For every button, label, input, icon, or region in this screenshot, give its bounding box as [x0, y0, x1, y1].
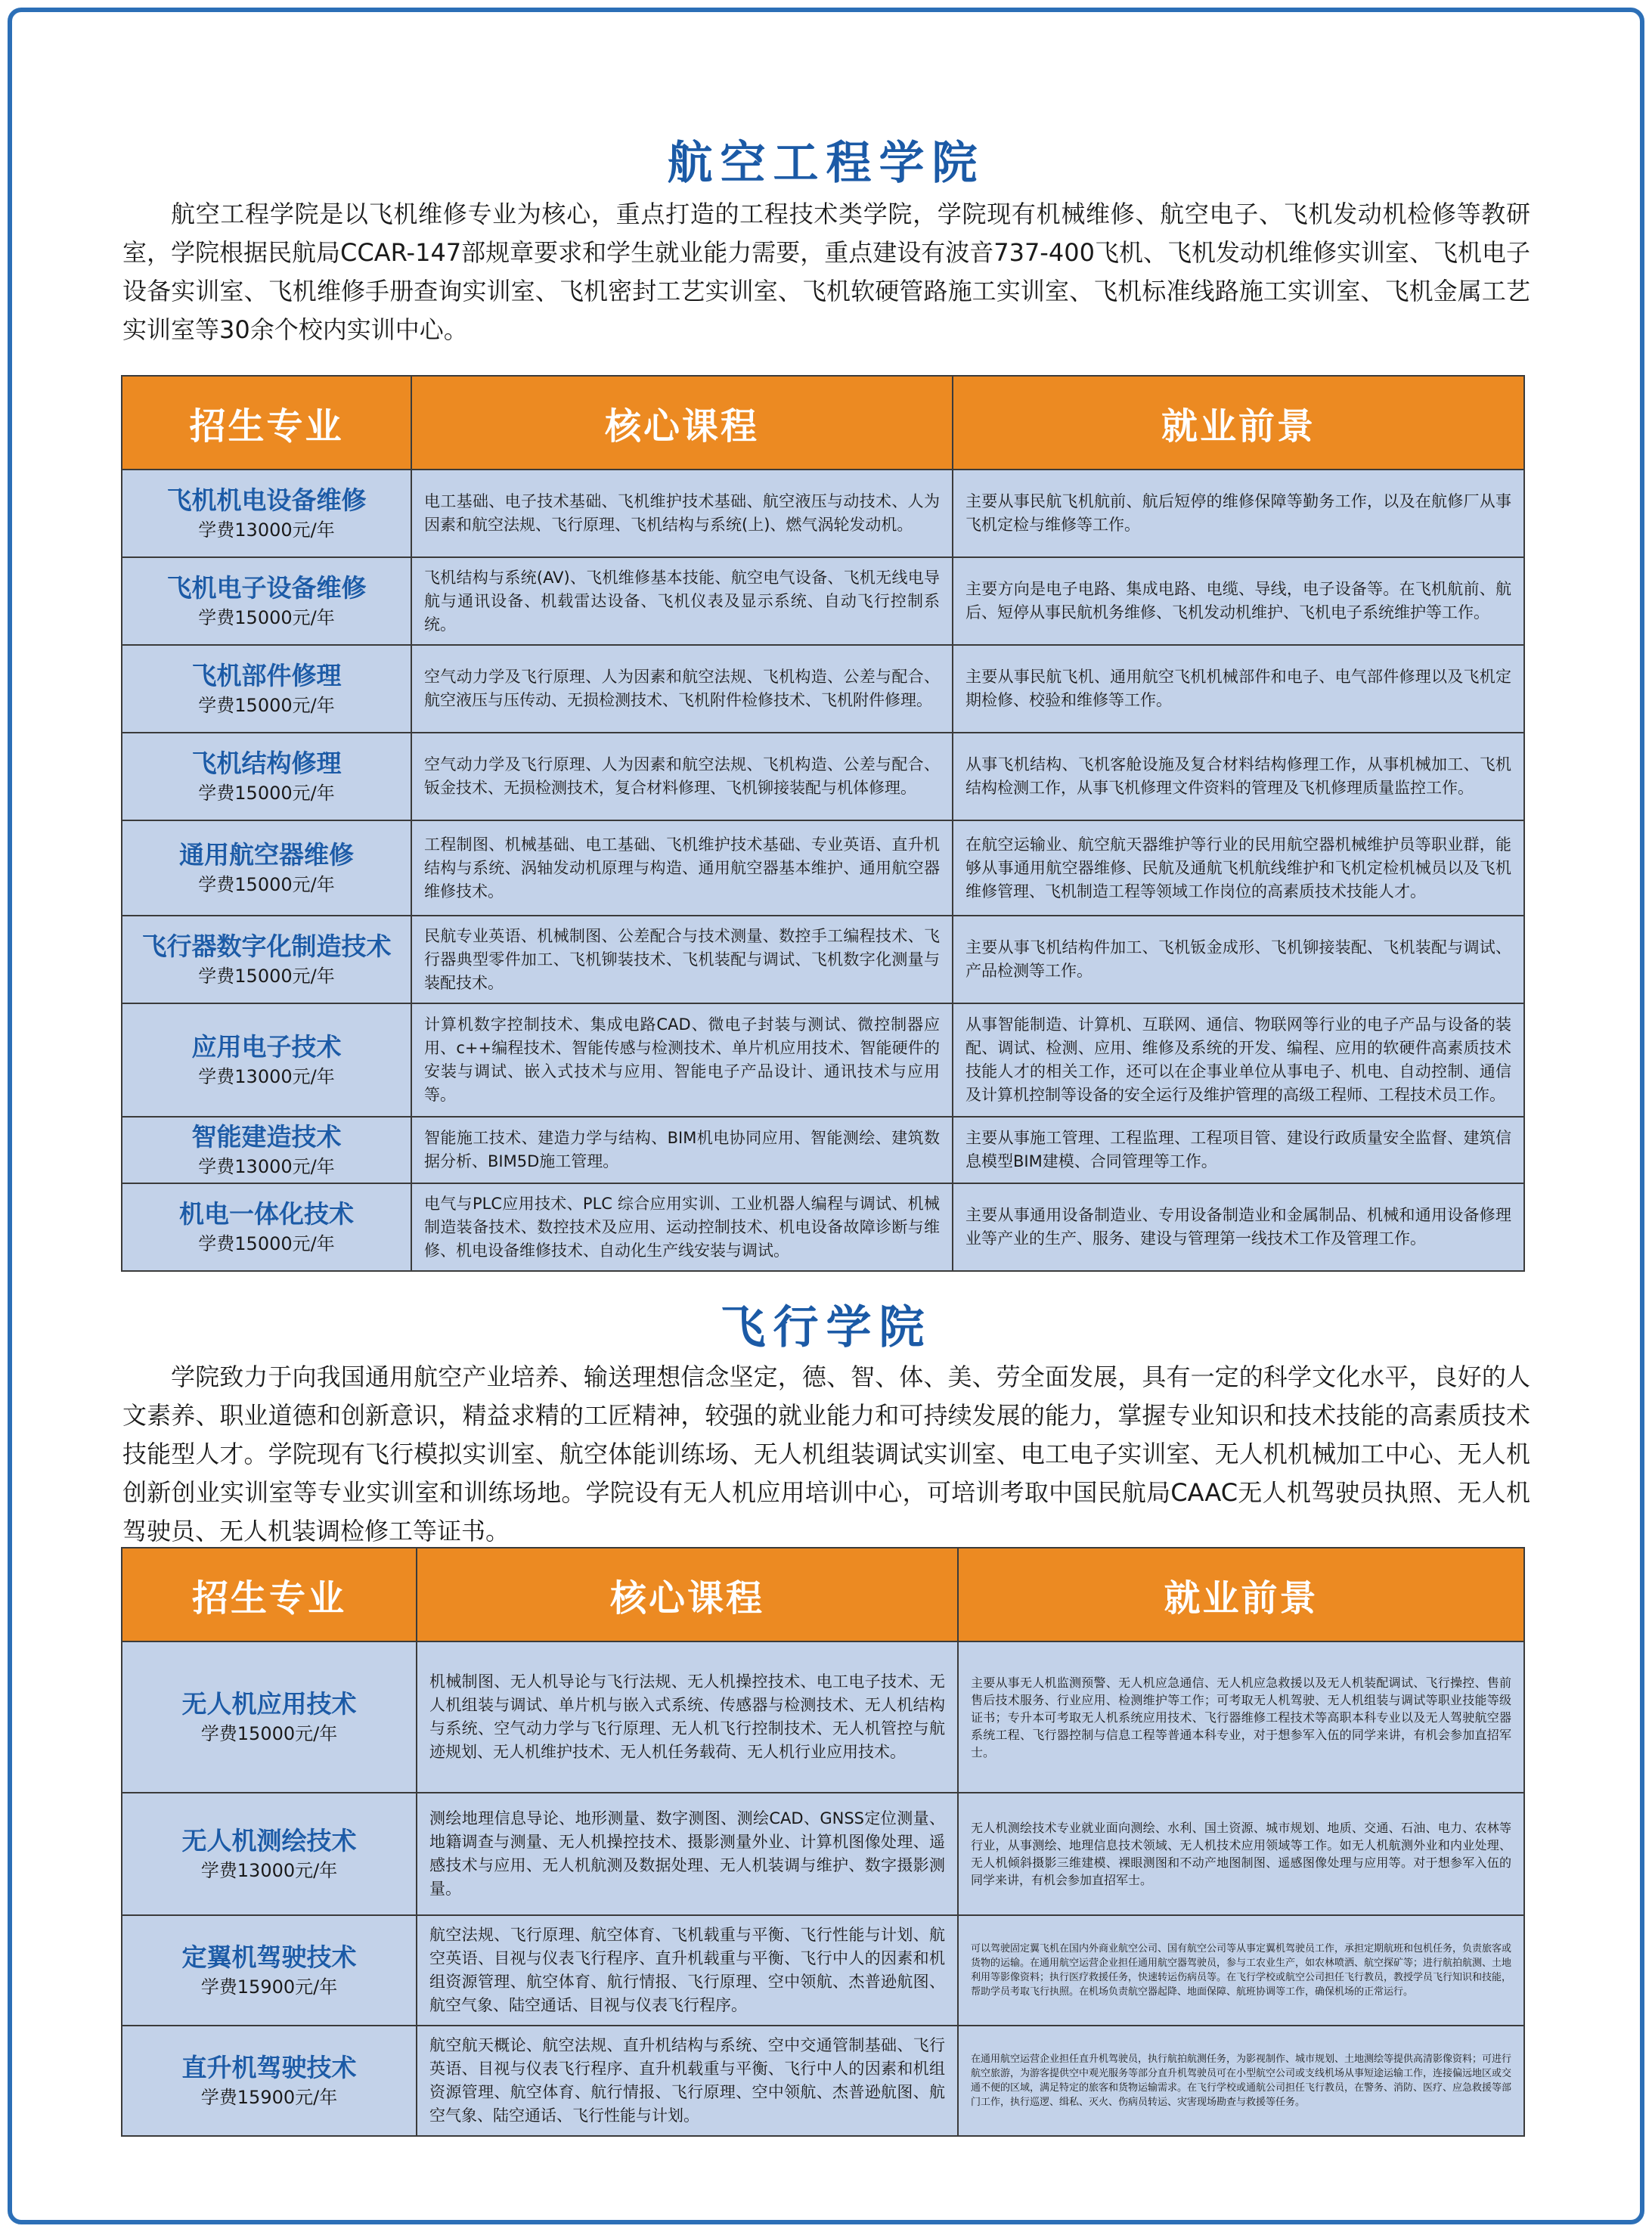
courses-cell: 测绘地理信息导论、地形测量、数字测图、测绘CAD、GNSS定位测量、地籍调查与测量、无人机操控技术、摄影测量外业、计算机图像处理、遥感技术与应用、无人机航测及数据处理、无人机装调与维护、数字摄影测量。 [417, 1793, 958, 1915]
major-name: 飞机电子设备维修 [166, 573, 367, 603]
major-cell [122, 1003, 411, 1117]
table-row [122, 1117, 1524, 1183]
major-fee: 学费15000元/年 [198, 783, 335, 804]
major-name: 无人机测绘技术 [181, 1826, 357, 1855]
aero-majors-table [121, 375, 1525, 1272]
major-fee: 学费13000元/年 [198, 1066, 335, 1087]
prospects-cell: 主要方向是电子电路、集成电路、电缆、导线，电子设备等。在飞机航前、航后、短停从事民航机务维修、飞机发动机维护、飞机电子系统维护等工作。 [953, 557, 1524, 645]
major-cell [122, 1183, 411, 1271]
courses-cell: 航空航天概论、航空法规、直升机结构与系统、空中交通管制基础、飞行英语、目视与仪表飞行程序、直升机载重与平衡、飞行中人的因素和机组资源管理、航空体育、航行情报、飞行原理、空中领航、杰普逊航图、航空气象、陆空通话、飞行性能与计划。 [417, 2026, 958, 2136]
flight-college-title: 飞行学院 [720, 1301, 932, 1354]
major-fee: 学费15000元/年 [198, 966, 335, 987]
major-cell [122, 557, 411, 645]
major-name: 飞机机电设备维修 [166, 485, 367, 515]
major-cell [122, 1117, 411, 1183]
header-major: 招生专业 [122, 376, 411, 470]
major-fee: 学费15900元/年 [200, 2087, 338, 2108]
courses-cell: 智能施工技术、建造力学与结构、BIM机电协同应用、智能测绘、建筑数据分析、BIM5D施工管理。 [411, 1117, 953, 1183]
courses-cell: 飞机结构与系统(AV)、飞机维修基本技能、航空电气设备、飞机无线电导航与通讯设备、机载雷达设备、飞机仪表及显示系统、自动飞行控制系统。 [411, 557, 953, 645]
major-name: 智能建造技术 [191, 1122, 342, 1152]
major-name: 定翼机驾驶技术 [181, 1942, 357, 1972]
major-name: 通用航空器维修 [179, 840, 354, 870]
major-fee: 学费13000元/年 [198, 1156, 335, 1177]
major-fee: 学费15000元/年 [198, 874, 335, 895]
prospects-cell: 在通用航空运营企业担任直升机驾驶员，执行航拍航测任务，为影视制作、城市规划、土地测绘等提供高清影像资料；可进行航空旅游，为游客提供空中观光服务等部分直升机驾驶员可在小型航空公司或支线机场从事短途运输工作，连接偏远地区或交通不便的区域，满足特定的旅客和货物运输需求。在飞行学校或通航公司担任飞行教员，在警务、消防、医疗、应急救援等部门工作，执行巡逻、缉私、灭火、伤病员转运、灾害现场勘查与救援等任务。 [958, 2026, 1524, 2136]
header-prospects: 就业前景 [953, 376, 1524, 470]
courses-cell: 电气与PLC应用技术、PLC 综合应用实训、工业机器人编程与调试、机械制造装备技术、数控技术及应用、运动控制技术、机电设备故障诊断与维修、机电设备维修技术、自动化生产线安装与调试。 [411, 1183, 953, 1271]
major-cell [122, 470, 411, 557]
flight-college-intro: 学院致力于向我国通用航空产业培养、输送理想信念坚定，德、智、体、美、劳全面发展，具有一定的科学文化水平，良好的人文素养、职业道德和创新意识，精益求精的工匠精神，较强的就业能力和可持续发展的能力，掌握专业知识和技术技能的高素质技术技能型人才。学院现有飞行模拟实训室、航空体能训练场、无人机组装调试实训室、电工电子实训室、无人机机械加工中心、无人机创新创业实训室等专业实训室和训练场地。学院设有无人机应用培训中心，可培训考取中国民航局CAAC无人机驾驶员执照、无人机驾驶员、无人机装调检修工等证书。 [122, 1362, 1530, 1545]
prospects-cell: 主要从事民航飞机、通用航空飞机机械部件和电子、电气部件修理以及飞机定期检修、校验和维修等工作。 [953, 645, 1524, 733]
major-name: 机电一体化技术 [179, 1199, 354, 1229]
courses-cell: 民航专业英语、机械制图、公差配合与技术测量、数控手工编程技术、飞行器典型零件加工、飞机铆装技术、飞机装配与调试、飞机数字化测量与装配技术。 [411, 916, 953, 1003]
major-fee: 学费13000元/年 [198, 519, 335, 541]
major-cell [122, 916, 411, 1003]
prospects-cell: 主要从事民航飞机航前、航后短停的维修保障等勤务工作，以及在航修厂从事飞机定检与维修等工作。 [953, 470, 1524, 557]
table-row [122, 1183, 1524, 1271]
header-courses: 核心课程 [417, 1548, 958, 1641]
prospects-cell: 无人机测绘技术专业就业面向测绘、水利、国土资源、城市规划、地质、交通、石油、电力、农林等行业，从事测绘、地理信息技术领域、无人机技术应用领域等工作。如无人机航测外业和内业处理、无人机倾斜摄影三维建模、裸眼测图和不动产地图制图、遥感图像处理与应用等。对于想参军入伍的同学来讲，有机会参加直招军士。 [958, 1793, 1524, 1915]
courses-cell: 机械制图、无人机导论与飞行法规、无人机操控技术、电工电子技术、无人机组装与调试、单片机与嵌入式系统、传感器与检测技术、无人机结构与系统、空气动力学与飞行原理、无人机飞行控制技术、无人机管控与航迹规划、无人机维护技术、无人机任务载荷、无人机行业应用技术。 [417, 1641, 958, 1793]
major-fee: 学费15000元/年 [198, 607, 335, 628]
table-row [122, 470, 1524, 557]
major-name: 直升机驾驶技术 [181, 2053, 357, 2082]
courses-cell: 空气动力学及飞行原理、人为因素和航空法规、飞机构造、公差与配合、钣金技术、无损检测技术，复合材料修理、飞机铆接装配与机体修理。 [411, 733, 953, 820]
major-cell [122, 2026, 417, 2136]
header-courses: 核心课程 [411, 376, 953, 470]
major-name: 飞机结构修理 [191, 749, 342, 778]
courses-cell: 工程制图、机械基础、电工基础、飞机维护技术基础、专业英语、直升机结构与系统、涡轴发动机原理与构造、通用航空器基本维护、通用航空器维修技术。 [411, 820, 953, 916]
aero-college-intro: 航空工程学院是以飞机维修专业为核心，重点打造的工程技术类学院，学院现有机械维修、航空电子、飞机发动机检修等教研室，学院根据民航局CCAR-147部规章要求和学生就业能力需要，重点建设有波音737-400飞机、飞机发动机维修实训室、飞机电子设备实训室、飞机维修手册查询实训室、飞机密封工艺实训室、飞机软硬管路施工实训室、飞机标准线路施工实训室、飞机金属工艺实训室等30余个校内实训中心。 [122, 200, 1530, 344]
table-header-row [122, 1548, 1524, 1641]
courses-cell: 航空法规、飞行原理、航空体育、飞机载重与平衡、飞行性能与计划、航空英语、目视与仪表飞行程序、直升机载重与平衡、飞行中人的因素和机组资源管理、航空体育、航行情报、飞行原理、空中领航、杰普逊航图、航空气象、陆空通话、目视与仪表飞行程序。 [417, 1915, 958, 2026]
major-cell [122, 1641, 417, 1793]
header-prospects: 就业前景 [958, 1548, 1524, 1641]
courses-cell: 电工基础、电子技术基础、飞机维护技术基础、航空液压与动技术、人为因素和航空法规、飞行原理、飞机结构与系统(上)、燃气涡轮发动机。 [411, 470, 953, 557]
courses-cell: 空气动力学及飞行原理、人为因素和航空法规、飞机构造、公差与配合、航空液压与压传动、无损检测技术、飞机附件检修技术、飞机附件修理。 [411, 645, 953, 733]
major-name: 无人机应用技术 [181, 1689, 357, 1719]
prospects-cell: 主要从事无人机监测预警、无人机应急通信、无人机应急救援以及无人机装配调试、飞行操控、售前售后技术服务、行业应用、检测维护等工作；可考取无人机驾驶、无人机组装与调试等职业技能等级证书；专升本可考取无人机系统应用技术、飞行器维修工程技术等高职本科专业以及无人驾驶航空器系统工程、飞行器控制与信息工程等普通本科专业，对于想参军入伍的同学来讲，有机会参加直招军士。 [958, 1641, 1524, 1793]
table-row [122, 820, 1524, 916]
major-name: 应用电子技术 [191, 1032, 342, 1062]
table-row [122, 916, 1524, 1003]
prospects-cell: 在航空运输业、航空航天器维护等行业的民用航空器机械维护员等职业群，能够从事通用航空器维修、民航及通航飞机航线维护和飞机定检机械员以及飞机维修管理、飞机制造工程等领域工作岗位的高素质技术技能人才。 [953, 820, 1524, 916]
major-cell [122, 1793, 417, 1915]
table-row [122, 1641, 1524, 1793]
aero-college-title: 航空工程学院 [667, 137, 985, 190]
prospects-cell: 主要从事飞机结构件加工、飞机钣金成形、飞机铆接装配、飞机装配与调试、产品检测等工作。 [953, 916, 1524, 1003]
table-row [122, 557, 1524, 645]
table-row [122, 645, 1524, 733]
major-name: 飞机部件修理 [191, 661, 342, 690]
major-fee: 学费15900元/年 [200, 1976, 338, 1998]
table-row [122, 2026, 1524, 2136]
table-row [122, 733, 1524, 820]
major-cell [122, 645, 411, 733]
prospects-cell: 从事智能制造、计算机、互联网、通信、物联网等行业的电子产品与设备的装配、调试、检测、应用、维修及系统的开发、编程、应用的软硬件高素质技术技能人才的相关工作，还可以在企事业单位从事电子、机电、自动控制、通信及计算机控制等设备的安全运行及维护管理的高级工程师、工程技术员工作。 [953, 1003, 1524, 1117]
major-fee: 学费15000元/年 [200, 1723, 338, 1744]
prospects-cell: 主要从事施工管理、工程监理、工程项目管、建设行政质量安全监督、建筑信息模型BIM建模、合同管理等工作。 [953, 1117, 1524, 1183]
major-fee: 学费15000元/年 [198, 1233, 335, 1254]
major-cell [122, 733, 411, 820]
table-header-row [122, 376, 1524, 470]
table-row [122, 1793, 1524, 1915]
prospects-cell: 从事飞机结构、飞机客舱设施及复合材料结构修理工作，从事机械加工、飞机结构检测工作，从事飞机修理文件资料的管理及飞机修理质量监控工作。 [953, 733, 1524, 820]
major-name: 飞行器数字化制造技术 [141, 932, 392, 961]
table-row [122, 1003, 1524, 1117]
prospects-cell: 可以驾驶固定翼飞机在国内外商业航空公司、国有航空公司等从事定翼机驾驶员工作，承担定期航班和包机任务，负责旅客或货物的运输。在通用航空运营企业担任通用航空器驾驶员，参与工农业生产，如农林喷洒、航空探矿等；进行航拍航测、土地利用等影像资料；执行医疗救援任务，快速转运伤病员等。在飞行学校或航空公司担任飞行教员，教授学员飞行知识和技能，帮助学员考取飞行执照。在机场负责航空器起降、地面保障、航班协调等工作，确保机场的正常运行。 [958, 1915, 1524, 2026]
header-major: 招生专业 [122, 1548, 417, 1641]
table-row [122, 1915, 1524, 2026]
flight-majors-table [121, 1547, 1525, 2137]
prospects-cell: 主要从事通用设备制造业、专用设备制造业和金属制品、机械和通用设备修理业等产业的生产、服务、建设与管理第一线技术工作及管理工作。 [953, 1183, 1524, 1271]
major-fee: 学费15000元/年 [198, 695, 335, 716]
courses-cell: 计算机数字控制技术、集成电路CAD、微电子封装与测试、微控制器应用、c++编程技术、智能传感与检测技术、单片机应用技术、智能硬件的安装与调试、嵌入式技术与应用、智能电子产品设计、通讯技术与应用等。 [411, 1003, 953, 1117]
major-fee: 学费13000元/年 [200, 1860, 338, 1881]
major-cell [122, 1915, 417, 2026]
major-cell [122, 820, 411, 916]
